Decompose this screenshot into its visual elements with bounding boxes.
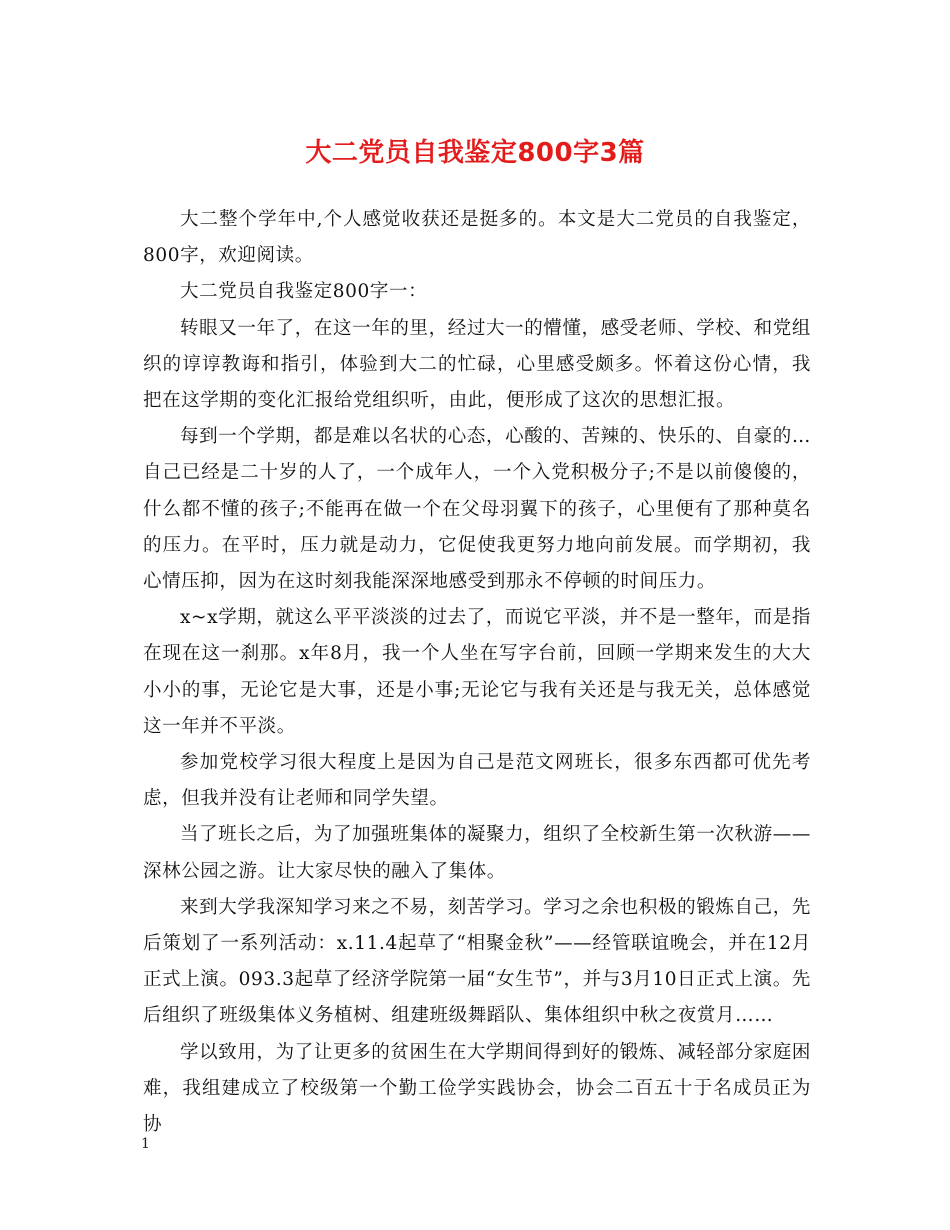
page-number: 1 <box>141 1136 150 1152</box>
document-body <box>143 202 811 1143</box>
paragraph: 学以致用，为了让更多的贫困生在大学期间得到好的锻炼、减轻部分家庭困难，我组建成立了校级第一个勤工俭学实践协会，协会二百五十于名成员正为协 <box>143 1041 811 1136</box>
paragraph-intro: 大二整个学年中,个人感觉收获还是挺多的。本文是大二党员的自我鉴定，800字，欢迎阅读。 <box>143 209 811 267</box>
section-heading: 大二党员自我鉴定800字一： <box>180 281 428 303</box>
paragraph: x~x学期，就这么平平淡淡的过去了，而说它平淡，并不是一整年，而是指在现在这一刹那。x年8月，我一个人坐在写字台前，回顾一学期来发生的大大小小的事，无论它是大事，还是小事;无论它与我有关还是与我无关，总体感觉这一年并不平淡。 <box>143 607 811 737</box>
paragraph: 来到大学我深知学习来之不易，刻苦学习。学习之余也积极的锻炼自己，先后策划了一系列活动：x.11.4起草了“相聚金秋”——经管联谊晚会，并在12月正式上演。093.3起草了经济学院第一届“女生节”，并与3月10日正式上演。先后组织了班级集体义务植树、组建班级舞蹈队、集体组织中秋之夜赏月…… <box>143 896 811 1027</box>
paragraph: 当了班长之后，为了加强班集体的凝聚力，组织了全校新生第一次秋游——深林公园之游。让大家尽快的融入了集体。 <box>143 824 811 882</box>
paragraph: 参加党校学习很大程度上是因为自己是范文网班长，很多东西都可优先考虑，但我并没有让老师和同学失望。 <box>143 752 811 810</box>
paragraph: 每到一个学期，都是难以名状的心态，心酸的、苦辣的、快乐的、自豪的…自己已经是二十岁的人了，一个成年人，一个入党积极分子;不是以前傻傻的，什么都不懂的孩子;不能再在做一个在父母羽翼下的孩子，心里便有了那种莫名的压力。在平时，压力就是动力，它促使我更努力地向前发展。而学期初，我心情压抑，因为在这时刻我能深深地感受到那永不停顿的时间压力。 <box>143 426 811 593</box>
page-title: 大二党员自我鉴定800字3篇 <box>305 138 645 168</box>
paragraph: 转眼又一年了，在这一年的里，经过大一的懵懂，感受老师、学校、和党组织的谆谆教诲和指引，体验到大二的忙碌，心里感受颇多。怀着这份心情，我把在这学期的变化汇报给党组织听，由此，便形成了这次的思想汇报。 <box>143 317 811 412</box>
